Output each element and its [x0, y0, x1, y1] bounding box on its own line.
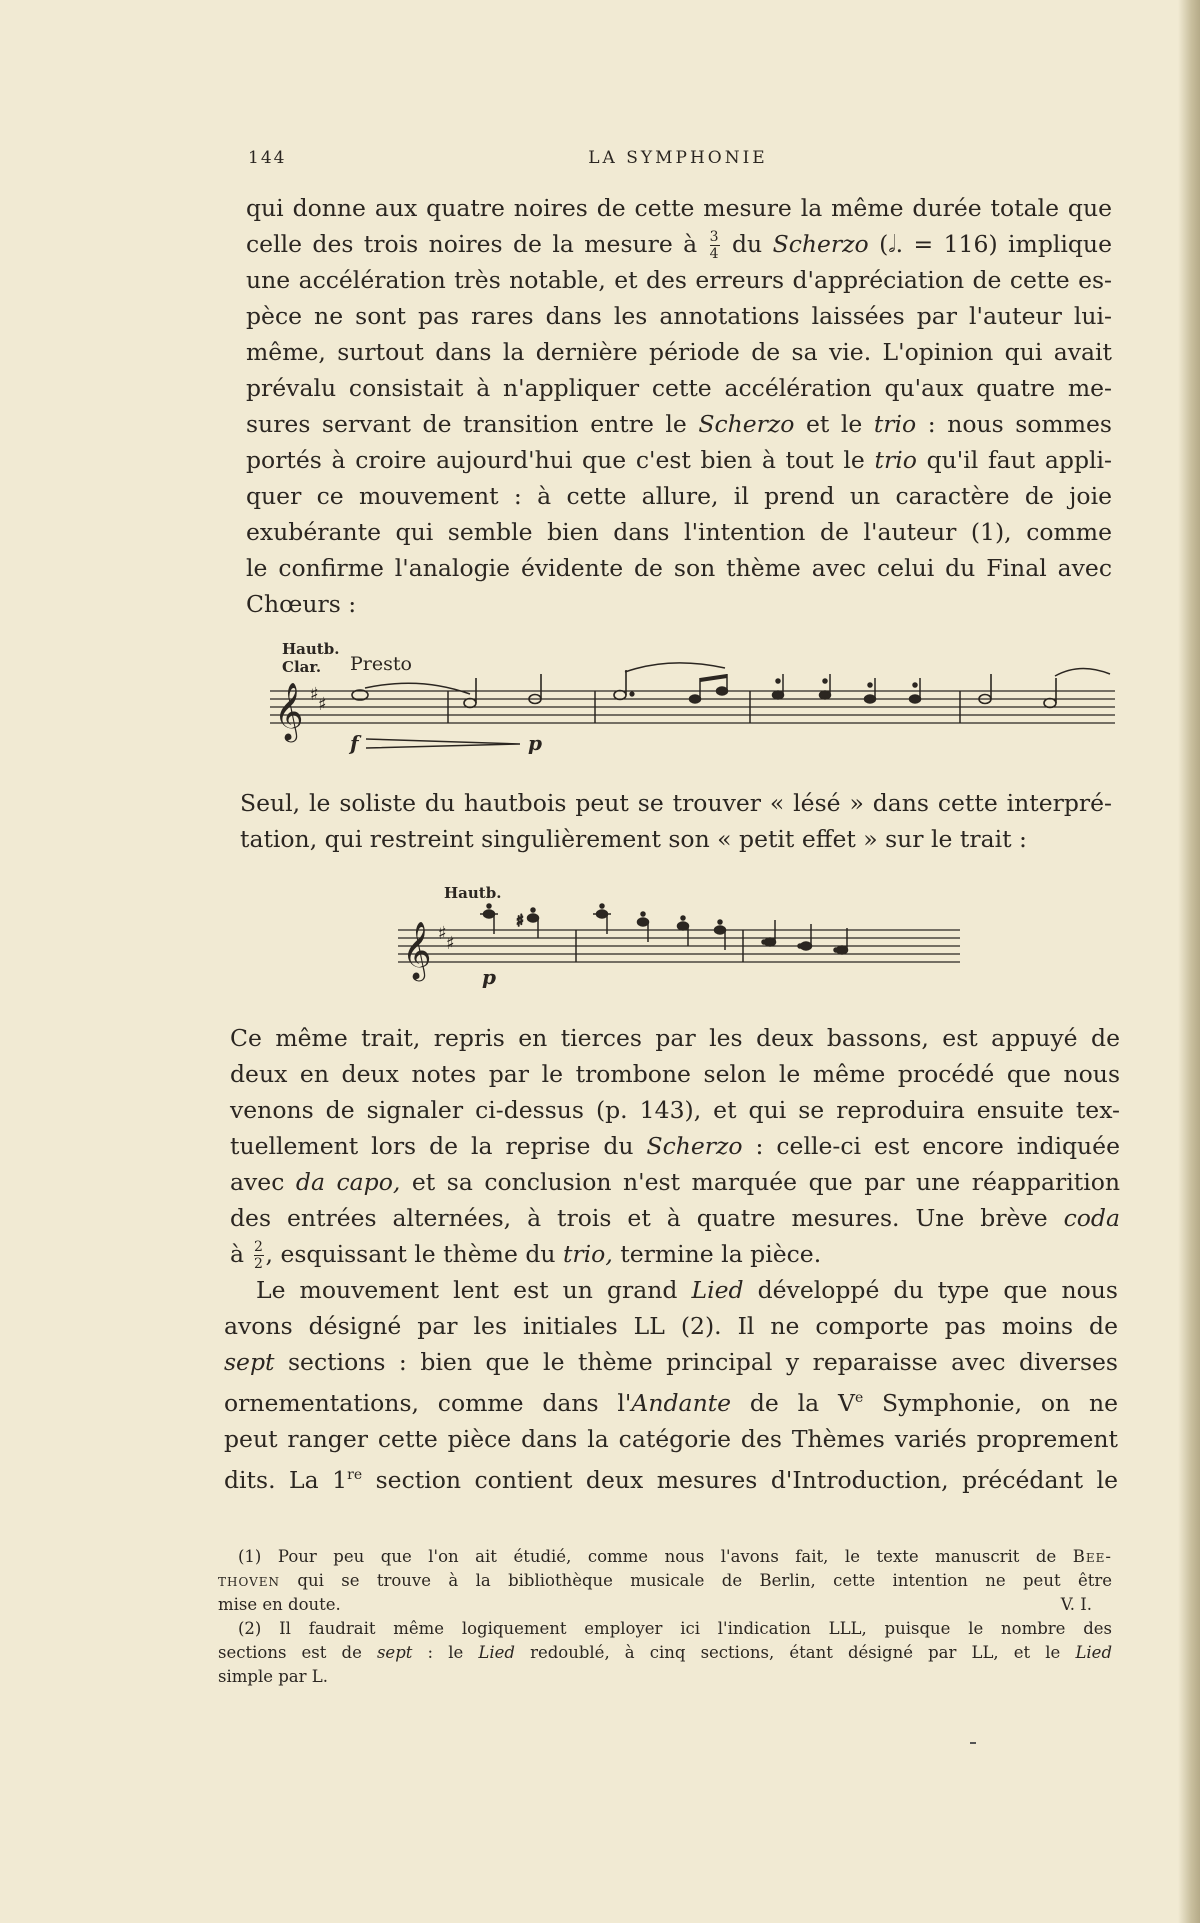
paragraph-3 [230, 1020, 1120, 1272]
paragraph-1 [246, 190, 1112, 622]
fraction-2-2 [254, 1240, 264, 1271]
text-line: le confirme l'analogie évidente de son thème avec celui du Final avec [246, 554, 1112, 582]
sharp-icon: ♯ [310, 684, 319, 705]
text-fragment: des entrées alternées, à trois et à quatre mesures. Une brève [230, 1204, 1048, 1232]
decrescendo-hairpin [366, 739, 520, 748]
text-line: tation, qui restreint singulièrement son « petit effet » sur le trait : [240, 825, 1027, 853]
text-fragment: et sa conclusion n'est marquée que par une réapparition [411, 1168, 1120, 1196]
notes [352, 670, 634, 708]
running-title: LA SYMPHONIE [588, 148, 768, 168]
frac-den: 4 [709, 246, 719, 262]
instrument-label-hautb: Hautb. [282, 640, 340, 658]
page-edge [1178, 0, 1200, 1923]
text-fragment: tuellement lors de la reprise du [230, 1132, 634, 1160]
author-name: Bee- [1072, 1547, 1112, 1566]
italic-term: sept [224, 1348, 275, 1376]
dynamic-piano: p [528, 731, 542, 755]
text-fragment: de la V [749, 1388, 855, 1417]
text-line: une accélération très notable, et des erreurs d'appréciation de cette es- [246, 266, 1112, 294]
text-line [230, 1128, 1120, 1164]
italic-term: trio [874, 446, 917, 474]
paragraph-4 [224, 1272, 1118, 1498]
text-line [224, 1457, 1118, 1498]
text-line [246, 442, 1112, 478]
staff-lines [398, 930, 960, 962]
music-example-1 [270, 636, 1120, 766]
text-fragment: développé du type que nous [757, 1276, 1118, 1304]
italic-term: Lied [691, 1276, 744, 1304]
text-fragment: portés à croire aujourd'hui que c'est bien à tout le [246, 446, 865, 474]
footnote-1 [218, 1545, 1112, 1617]
svg-text:♯: ♯ [516, 911, 524, 930]
text-line [224, 1380, 1118, 1421]
paragraph-2 [240, 785, 1112, 857]
instrument-label-clar: Clar. [282, 658, 322, 676]
text-fragment: avec [230, 1168, 285, 1196]
italic-term: trio [873, 410, 917, 438]
italic-term: coda [1063, 1204, 1120, 1232]
stray-mark [970, 1742, 976, 1744]
text-line [230, 1164, 1120, 1200]
text-fragment: (1) Pour peu que l'on ait étudié, comme nous l'avons fait, le texte manuscrit de [238, 1547, 1057, 1566]
text-line [246, 226, 1112, 262]
text-fragment: sures servant de transition entre le [246, 410, 687, 438]
italic-term: sept [376, 1643, 413, 1662]
text-fragment: qui se trouve à la bibliothèque musicale de Berlin, cette intention ne peut être [297, 1571, 1112, 1590]
frac-num: 2 [254, 1239, 263, 1255]
dynamic-piano: p [482, 965, 496, 989]
italic-term: Lied [1075, 1643, 1113, 1662]
tempo-marking: Presto [350, 653, 412, 675]
footnote-line [218, 1593, 1112, 1617]
italic-term: Scherzo [772, 230, 869, 258]
superscript: e [854, 1390, 864, 1406]
italic-term: trio, [562, 1240, 613, 1268]
text-line: même, surtout dans la dernière période de sa vie. L'opinion qui avait [246, 338, 1112, 366]
text-fragment: : nous sommes [927, 410, 1112, 438]
text-line: Ce même trait, repris en tierces par les deux bassons, est appuyé de [230, 1024, 1120, 1052]
sharp-icon: ♯ [446, 933, 455, 954]
italic-term: Andante [631, 1388, 732, 1417]
author-name: thoven [218, 1571, 281, 1590]
footnote-line [218, 1569, 1112, 1593]
text-fragment: à [230, 1240, 245, 1268]
text-fragment: termine la pièce. [620, 1240, 822, 1268]
text-line: qui donne aux quatre noires de cette mesure la même durée totale que [246, 194, 1112, 222]
footnote-line [218, 1545, 1112, 1569]
text-line: quer ce mouvement : à cette allure, il prend un caractère de joie [246, 482, 1112, 510]
fraction-3-4 [710, 230, 720, 261]
text-fragment: . = 116) implique [895, 230, 1112, 258]
text-fragment: section contient deux mesures d'Introduction, précédant le [375, 1465, 1118, 1494]
text-line: prévalu consistait à n'appliquer cette accélération qu'aux quatre me- [246, 374, 1112, 402]
dynamic-forte: f [350, 731, 359, 755]
text-line [230, 1200, 1120, 1236]
music-example-2 [398, 880, 968, 992]
text-fragment: ornementations, comme dans l' [224, 1388, 632, 1417]
frac-num: 3 [709, 229, 719, 245]
text-line: Chœurs : [246, 590, 357, 618]
text-line: deux en deux notes par le trombone selon le même procédé que nous [230, 1060, 1120, 1088]
text-fragment: redoublé, à cinq sections, étant désigné par LL, et le [530, 1643, 1061, 1662]
text-fragment: : celle-ci est encore indiquée [755, 1132, 1120, 1160]
italic-term: da capo, [295, 1168, 401, 1196]
superscript: re [347, 1466, 363, 1483]
italic-term: Lied [478, 1643, 515, 1662]
text-fragment: qu'il faut appli- [926, 446, 1112, 474]
text-fragment: du [732, 230, 763, 258]
treble-clef-icon: 𝄞 [402, 921, 432, 979]
text-fragment: Symphonie, on ne [882, 1388, 1118, 1417]
text-line [246, 406, 1112, 442]
page-header [248, 148, 1108, 172]
footnote-line: (2) Il faudrait même logiquement employer ici l'indication LLL, puisque le nombre des [238, 1619, 1112, 1638]
text-fragment: sections est de [218, 1643, 362, 1662]
text-line: avons désigné par les initiales LL (2). Il ne comporte pas moins de [224, 1312, 1118, 1340]
sharp-icon: ♯ [438, 923, 447, 944]
half-note-dotted-icon: 𝅗𝅥 [888, 230, 896, 258]
text-fragment: sections : bien que le thème principal y reparaisse avec diverses [287, 1348, 1118, 1376]
text-line: Seul, le soliste du hautbois peut se trouver « lésé » dans cette interpré- [240, 789, 1112, 817]
text-line [224, 1272, 1118, 1308]
text-fragment: ( [879, 230, 889, 258]
text-line [224, 1344, 1118, 1380]
text-fragment: celle des trois noires de la mesure à [246, 230, 698, 258]
sharp-icon: ♯ [318, 694, 327, 715]
italic-term: Scherzo [646, 1132, 743, 1160]
italic-term: Scherzo [698, 410, 795, 438]
text-line [230, 1236, 1120, 1272]
text-fragment: mise en doute. [218, 1595, 341, 1614]
text-line: pèce ne sont pas rares dans les annotations laissées par l'auteur lui- [246, 302, 1112, 330]
treble-clef-icon: 𝄞 [274, 682, 304, 740]
footnotes [218, 1545, 1112, 1689]
footnote-2 [218, 1617, 1112, 1689]
text-line: peut ranger cette pièce dans la catégorie des Thèmes variés proprement [224, 1424, 1118, 1453]
page-number: 144 [248, 148, 287, 168]
text-fragment: , esquissant le thème du [265, 1240, 556, 1268]
text-fragment: Le mouvement lent est un grand [256, 1276, 678, 1304]
text-fragment: : le [427, 1643, 464, 1662]
footnote-signature: V. I. [1060, 1595, 1092, 1614]
footnote-line [218, 1641, 1112, 1665]
text-fragment: et le [805, 410, 863, 438]
text-fragment: dits. La 1 [224, 1465, 348, 1494]
frac-den: 2 [254, 1256, 263, 1272]
instrument-label-hautb: Hautb. [444, 884, 502, 902]
text-line: exubérante qui semble bien dans l'intention de l'auteur (1), comme [246, 518, 1112, 546]
footnote-line: simple par L. [218, 1667, 328, 1686]
text-line: venons de signaler ci-dessus (p. 143), et qui se reproduira ensuite tex- [230, 1096, 1120, 1124]
